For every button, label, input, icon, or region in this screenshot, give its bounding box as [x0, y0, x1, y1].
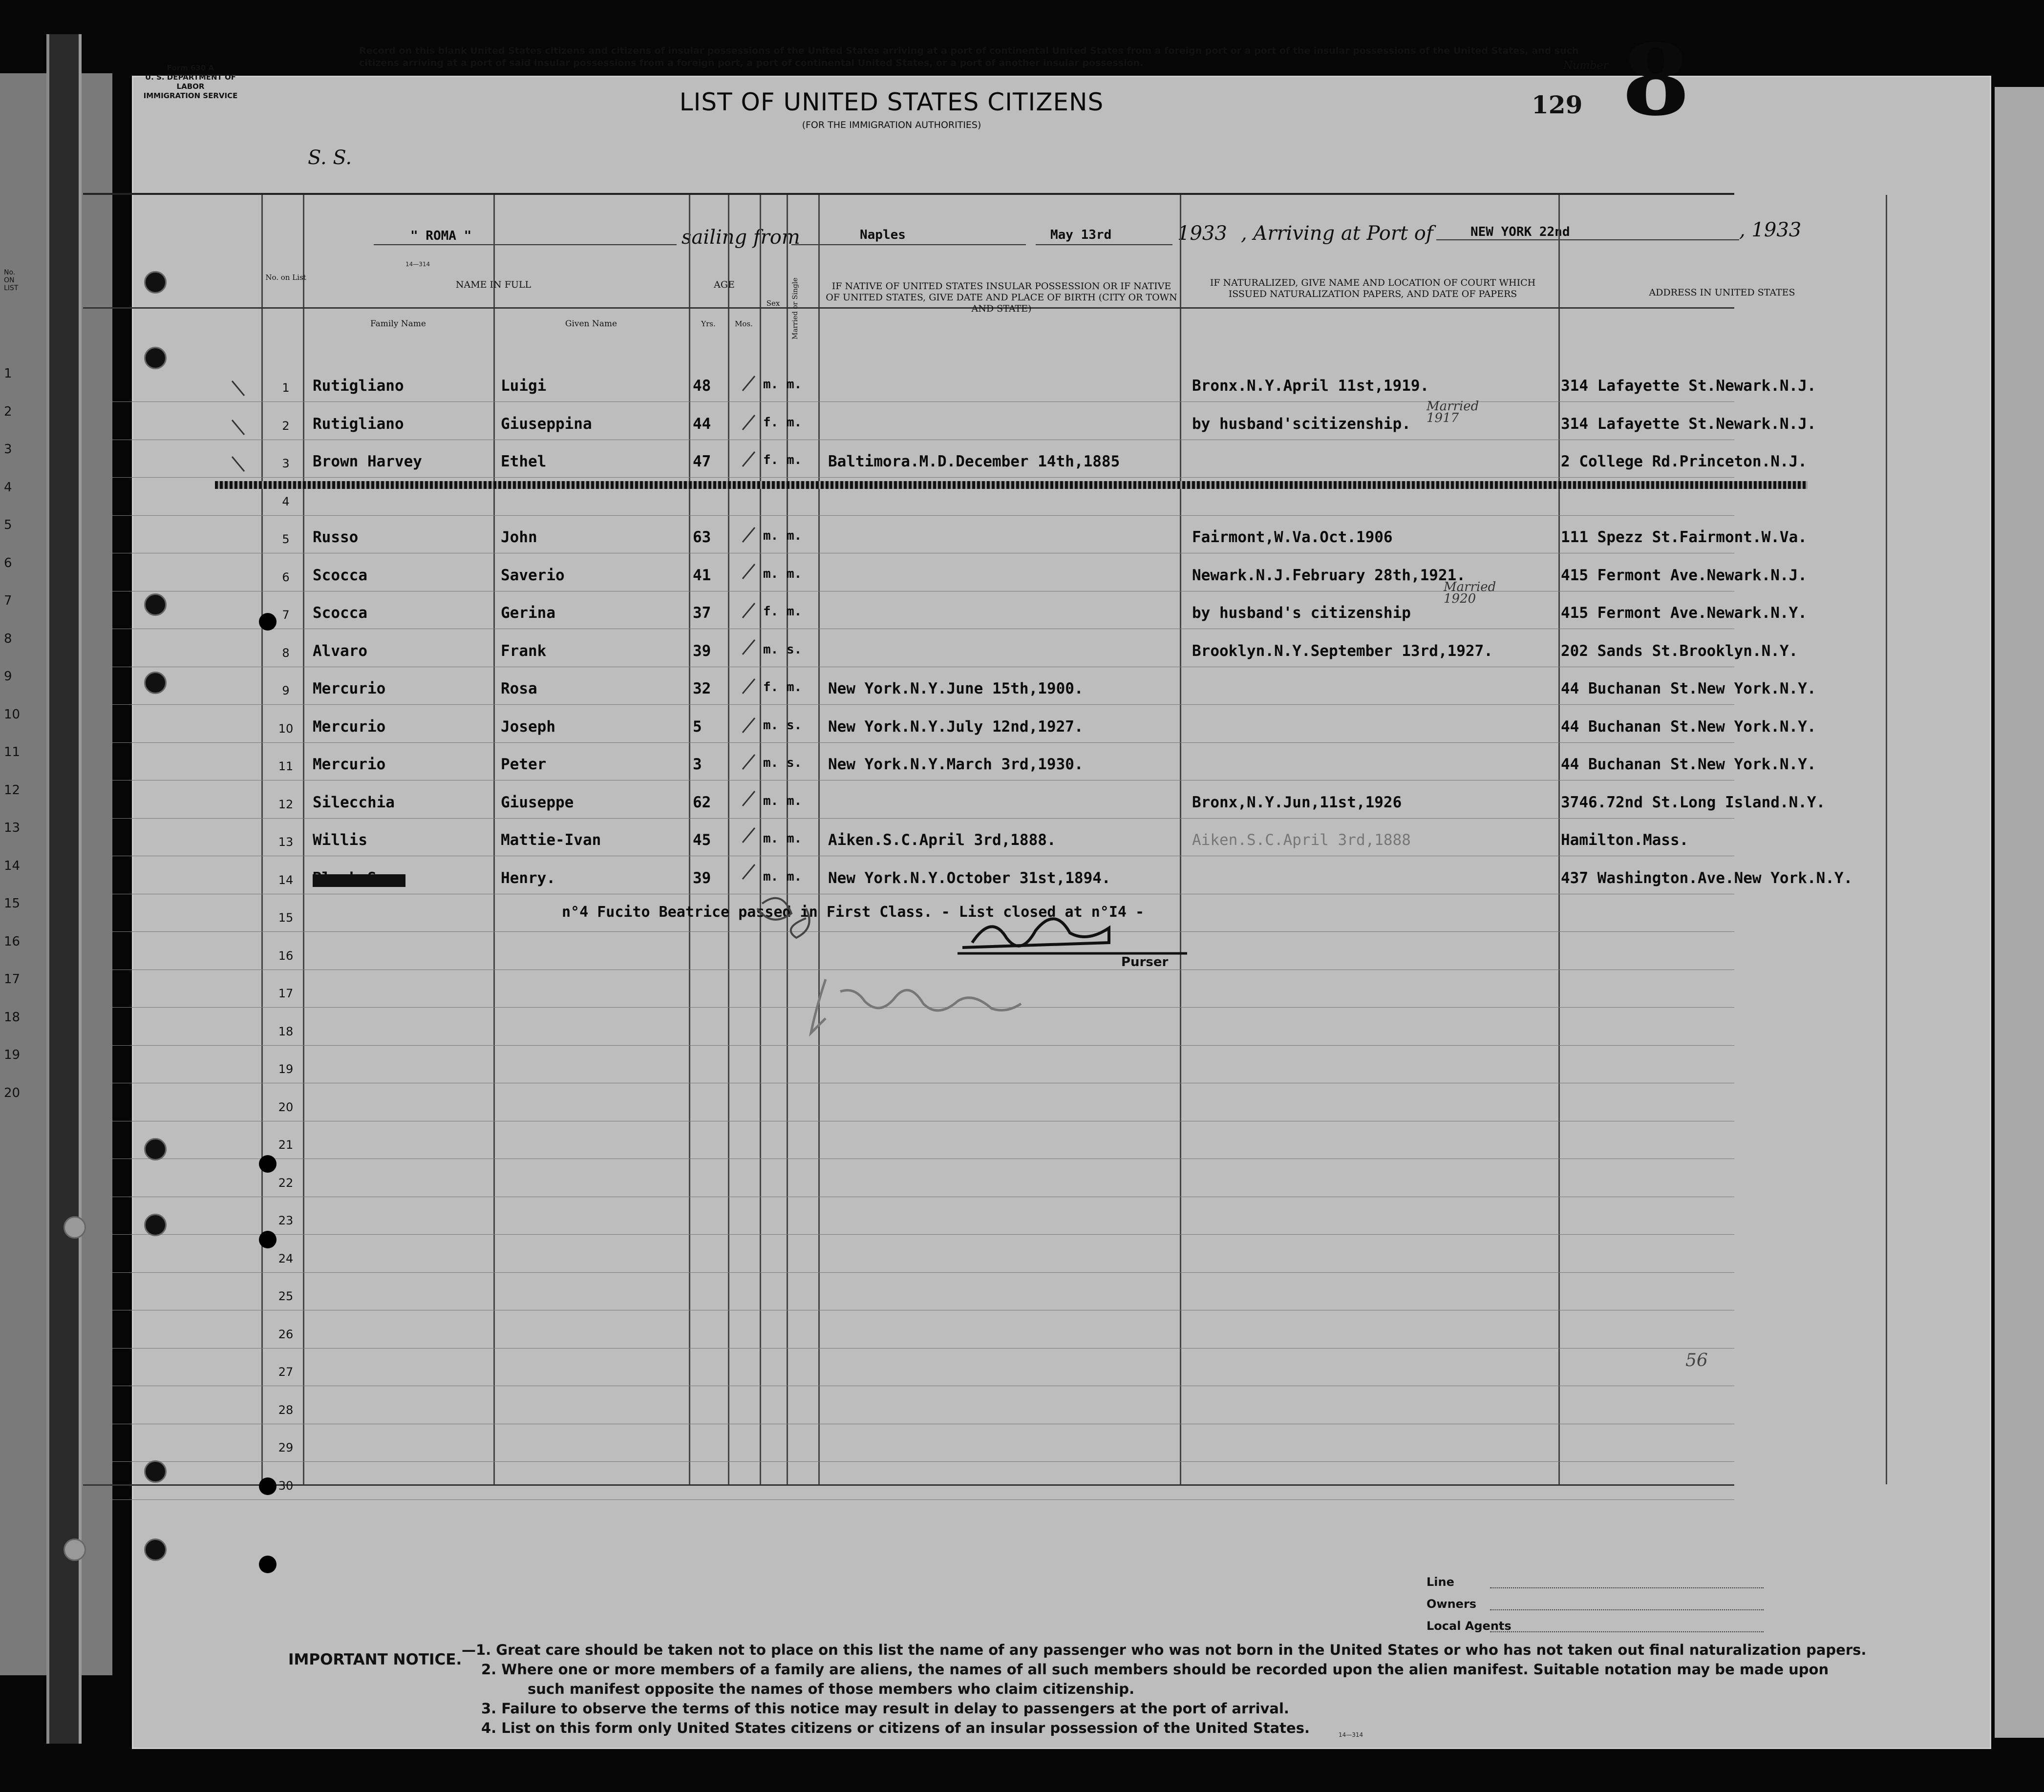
punch-hole [64, 1539, 86, 1561]
row-number: 24 [278, 1251, 294, 1265]
strip-row-number: 10 [4, 707, 21, 722]
cell-address: 44 Buchanan St.New York.N.Y. [1561, 680, 1816, 697]
row-number: 22 [278, 1176, 294, 1190]
cell-sex: m. [763, 566, 779, 581]
cell-family: Mercurio [313, 717, 386, 736]
cell-family: Rutigliano [313, 415, 404, 433]
strip-row-number: 15 [4, 896, 21, 911]
cell-yrs: 3 [693, 756, 702, 773]
cell-ms: m. [787, 604, 802, 619]
cell-given: Joseph [501, 717, 555, 736]
page-mark: 56 [1685, 1350, 1708, 1370]
print-code: 14—314 [1339, 1731, 1363, 1738]
cell-birth: New York.N.Y.October 31st,1894. [828, 869, 1111, 887]
punch-hole [144, 1539, 167, 1561]
cell-given: Mattie-Ivan [501, 831, 601, 849]
cell-address: 437 Washington.Ave.New York.N.Y. [1561, 869, 1853, 887]
purser-label: Purser [1121, 955, 1169, 970]
cell-given: John [501, 528, 537, 546]
cell-yrs: 47 [693, 453, 711, 470]
row-number: 23 [278, 1214, 294, 1227]
cell-ms: m. [787, 528, 802, 543]
cell-yrs: 41 [693, 566, 711, 584]
form-identifier: Form 630 A U. S. DEPARTMENT OF LABOR IMMIGRATION SERVICE [143, 63, 238, 100]
cell-given: Peter [501, 756, 547, 773]
strip-row-number: 18 [4, 1010, 21, 1025]
cell-address: 314 Lafayette St.Newark.N.J. [1561, 377, 1816, 395]
cell-birth: New York.N.Y.June 15th,1900. [828, 680, 1084, 697]
cell-ms: m. [787, 869, 802, 884]
cell-given: Rosa [501, 680, 537, 697]
cell-naturalized: by husband's citizenship [1192, 604, 1411, 622]
row-number: 15 [278, 911, 294, 925]
notice-2: 2. Where one or more members of a family are aliens, the names of all such members should be recorded upon the alien manifest. Suitable notation may be made upon [481, 1661, 1829, 1678]
cell-ms: m. [787, 680, 802, 695]
header-yrs: Yrs. [701, 319, 716, 328]
strip-row-number: 11 [4, 745, 21, 759]
cell-yrs: 62 [693, 793, 711, 811]
row-number: 4 [282, 494, 290, 508]
cell-given: Ethel [501, 453, 547, 470]
cell-birth: Aiken.S.C.April 3rd,1888. [828, 831, 1056, 849]
punch-hole [144, 593, 167, 616]
strip-row-number: 17 [4, 972, 21, 987]
page-title: LIST OF UNITED STATES CITIZENS [679, 88, 1104, 116]
cell-family: Mercurio [313, 756, 386, 773]
cell-naturalized: Newark.N.J.February 28th,1921. [1192, 566, 1466, 584]
cell-yrs: 32 [693, 680, 711, 697]
cell-address: 3746.72nd St.Long Island.N.Y. [1561, 793, 1826, 811]
cell-family: Brown Harvey [313, 453, 422, 470]
row-number: 21 [278, 1138, 294, 1152]
cell-birth: New York.N.Y.July 12nd,1927. [828, 717, 1084, 736]
cell-sex: m. [763, 642, 779, 657]
cell-ms: m. [787, 566, 802, 581]
header-given-name: Given Name [565, 319, 617, 329]
cell-birth: New York.N.Y.March 3rd,1930. [828, 756, 1084, 773]
cell-address: Hamilton.Mass. [1561, 831, 1689, 849]
strip-row-number: 19 [4, 1048, 21, 1062]
header-name-in-full: NAME IN FULL [455, 279, 532, 290]
purser-signature [962, 919, 1109, 948]
list-number: 129 [1532, 90, 1583, 119]
strip-header: No. ON LIST [4, 269, 19, 292]
cell-sex: f. [763, 453, 779, 467]
row-number: 9 [282, 684, 290, 697]
cell-ms: s. [787, 756, 802, 770]
arrival-year: , 1933 [1739, 219, 1802, 241]
cell-address: 314 Lafayette St.Newark.N.J. [1561, 415, 1816, 433]
row-number: 11 [278, 759, 294, 773]
local-agents-label: Local Agents [1427, 1619, 1512, 1633]
row-number: 29 [278, 1441, 294, 1455]
cell-naturalized: Brooklyn.N.Y.September 13rd,1927. [1192, 642, 1493, 660]
row-number: 27 [278, 1365, 294, 1379]
cell-yrs: 45 [693, 831, 711, 849]
cell-naturalized: Aiken.S.C.April 3rd,1888 [1192, 831, 1411, 849]
row-number: 3 [282, 457, 290, 470]
cell-yrs: 5 [693, 717, 702, 736]
header-insular-birth: IF NATIVE OF UNITED STATES INSULAR POSSESSION OR IF NATIVE OF UNITED STATES, GIVE DATE AND PLACE OF BIRTH (CITY OR TOWN AND STATE) [826, 281, 1177, 314]
cell-ms: m. [787, 453, 802, 467]
cell-family: Scocca [313, 566, 367, 584]
from-port: Naples [860, 228, 906, 242]
cell-naturalized: Fairmont,W.Va.Oct.1906 [1192, 528, 1393, 546]
cell-yrs: 44 [693, 415, 711, 433]
notice-1: —1. Great care should be taken not to place on this list the name of any passenger who was not born in the United States or who has not taken out final naturalization papers. [462, 1642, 1867, 1658]
cell-sex: m. [763, 717, 779, 733]
punch-hole [64, 1216, 86, 1239]
cell-ms: m. [787, 793, 802, 808]
strip-row-number: 20 [4, 1085, 21, 1100]
ss-label: S. S. [308, 147, 352, 169]
cell-naturalized: Bronx,N.Y.Jun,11st,1926 [1192, 793, 1402, 811]
notice-3: 3. Failure to observe the terms of this notice may result in delay to passengers at the port of arrival. [481, 1700, 1289, 1717]
strip-row-number: 7 [4, 593, 12, 608]
punch-hole [144, 271, 167, 294]
cell-family: Mercurio [313, 680, 386, 697]
handwritten-married-1920: Married 1920 [1444, 580, 1496, 606]
strip-row-number: 14 [4, 858, 21, 873]
cell-address: 202 Sands St.Brooklyn.N.Y. [1561, 642, 1798, 660]
initials-scribble [757, 898, 809, 938]
line-label: Line [1427, 1575, 1454, 1589]
cell-ms: m. [787, 377, 802, 392]
row-number: 19 [278, 1062, 294, 1076]
row-number: 17 [278, 987, 294, 1000]
header-sex: Sex [766, 299, 780, 308]
cell-birth: Baltimora.M.D.December 14th,1885 [828, 453, 1120, 470]
header-family-name: Family Name [370, 319, 426, 329]
strip-row-number: 13 [4, 821, 21, 835]
punch-hole [144, 672, 167, 694]
cell-family: Silecchia [313, 793, 395, 811]
cell-ms: s. [787, 717, 802, 733]
cell-address: 2 College Rd.Princeton.N.J. [1561, 453, 1807, 470]
row-number: 30 [278, 1478, 294, 1493]
punch-hole [144, 1460, 167, 1483]
cell-address: 415 Fermont Ave.Newark.N.Y. [1561, 604, 1807, 622]
important-notice-title: IMPORTANT NOTICE. [288, 1651, 462, 1668]
departure-year: 1933 [1177, 222, 1227, 245]
strip-row-number: 2 [4, 404, 12, 419]
cell-given: Giuseppe [501, 793, 574, 811]
cell-sex: m. [763, 831, 779, 846]
cell-yrs: 39 [693, 869, 711, 887]
row-number: 10 [278, 721, 294, 736]
header-naturalized: IF NATURALIZED, GIVE NAME AND LOCATION OF COURT WHICH ISSUED NATURALIZATION PAPERS, AND DATE OF PAPERS [1210, 277, 1536, 299]
cell-family: Rutigliano [313, 377, 404, 395]
cell-sex: m. [763, 869, 779, 884]
row-number: 2 [282, 419, 290, 433]
cell-yrs: 39 [693, 642, 711, 660]
strip-row-number: 1 [4, 366, 12, 381]
row-number: 28 [278, 1403, 294, 1417]
form-preamble: Record on this blank United States citizens and citizens of insular possessions of the United States arriving at a port of continental United States from a foreign port or a port of the insular possessions of the United States, and such citizens arriving at a port of said insular possessions from a foreign port, a port of continental United States, or a port of another insular possession. [359, 45, 1579, 68]
ship-name: " ROMA " [410, 229, 472, 243]
cell-naturalized: by husband'scitizenship. [1192, 415, 1411, 433]
row-number: 8 [282, 646, 290, 660]
punch-hole [144, 1138, 167, 1160]
cell-given: Saverio [501, 566, 565, 584]
cell-sex: m. [763, 756, 779, 770]
row-number: 13 [278, 835, 294, 849]
cell-yrs: 37 [693, 604, 711, 622]
cell-address: 111 Spezz St.Fairmont.W.Va. [1561, 528, 1807, 546]
strip-row-number: 3 [4, 442, 12, 457]
cell-family: Russo [313, 528, 359, 546]
strip-row-number: 16 [4, 934, 21, 949]
cell-given: Luigi [501, 377, 547, 395]
punch-hole [259, 1556, 277, 1573]
strip-row-number: 4 [4, 480, 12, 495]
row-number: 5 [282, 532, 290, 546]
cell-given: Henry. [501, 869, 555, 887]
notice-2-cont: such manifest opposite the names of those members who claim citizenship. [528, 1681, 1135, 1697]
cell-address: 44 Buchanan St.New York.N.Y. [1561, 717, 1816, 736]
punch-hole [259, 1231, 277, 1248]
departure-date: May 13rd [1050, 228, 1112, 242]
cell-given: Frank [501, 642, 547, 660]
page-subtitle: (FOR THE IMMIGRATION AUTHORITIES) [802, 120, 981, 130]
owners-label: Owners [1427, 1597, 1477, 1611]
notice-4: 4. List on this form only United States citizens or citizens of an insular possession of the United States. [481, 1720, 1310, 1736]
inspector-signature [811, 979, 1021, 1033]
cell-given: Gerina [501, 604, 555, 622]
cell-sex: m. [763, 793, 779, 808]
cell-sex: f. [763, 680, 779, 695]
cell-address: 44 Buchanan St.New York.N.Y. [1561, 756, 1816, 773]
cell-family: Alvaro [313, 642, 367, 660]
cell-family: Scocca [313, 604, 367, 622]
print-code-top: 14—314 [405, 261, 430, 268]
punch-hole [259, 1155, 277, 1173]
cell-ms: m. [787, 831, 802, 846]
header-married-single: Married or Single [791, 277, 799, 339]
header-age: AGE [714, 279, 735, 290]
row-number: 16 [278, 949, 294, 963]
cell-address: 415 Fermont Ave.Newark.N.J. [1561, 566, 1807, 584]
cell-naturalized: Bronx.N.Y.April 11st,1919. [1192, 377, 1429, 395]
header-no-on-list: No. on List [265, 273, 306, 282]
cell-ms: s. [787, 642, 802, 657]
strip-row-number: 5 [4, 518, 12, 532]
row-number: 26 [278, 1327, 294, 1341]
row-number: 18 [278, 1024, 294, 1038]
row-number: 6 [282, 570, 290, 584]
row-number: 12 [278, 797, 294, 811]
arriving-label: , Arriving at Port of [1241, 222, 1433, 245]
cell-ms: m. [787, 415, 802, 430]
cell-family: Willis [313, 831, 367, 849]
cell-sex: m. [763, 377, 779, 392]
arrival-port: NEW YORK 22nd [1470, 225, 1570, 239]
row-number: 7 [282, 608, 290, 622]
strip-row-number: 8 [4, 631, 12, 646]
row-number: 20 [278, 1100, 294, 1114]
strip-row-number: 12 [4, 782, 21, 798]
cell-yrs: 63 [693, 528, 711, 546]
punch-hole [259, 613, 277, 631]
row-number: 25 [278, 1289, 294, 1303]
cell-yrs: 48 [693, 377, 711, 395]
row-number: 1 [282, 381, 290, 395]
tick-marks [232, 376, 755, 879]
punch-hole [144, 1214, 167, 1236]
cell-given: Giuseppina [501, 415, 592, 433]
cell-sex: f. [763, 415, 779, 430]
punch-hole [144, 347, 167, 369]
handwritten-married-1917: Married 1917 [1427, 399, 1479, 425]
sheet-number: 8 [1622, 23, 1690, 138]
header-address: ADDRESS IN UNITED STATES [1649, 287, 1795, 298]
strip-row-number: 9 [4, 669, 12, 684]
punch-hole [259, 1477, 277, 1495]
closing-note: n°4 Fucito Beatrice passed in First Class. - List closed at n°I4 - [562, 904, 1145, 921]
row-number: 14 [278, 873, 294, 887]
header-mos: Mos. [735, 319, 753, 328]
strip-row-number: 6 [4, 555, 12, 570]
cell-sex: f. [763, 604, 779, 619]
sailing-label: sailing from [681, 226, 800, 249]
number-label: Number [1563, 60, 1608, 72]
cell-sex: m. [763, 528, 779, 543]
